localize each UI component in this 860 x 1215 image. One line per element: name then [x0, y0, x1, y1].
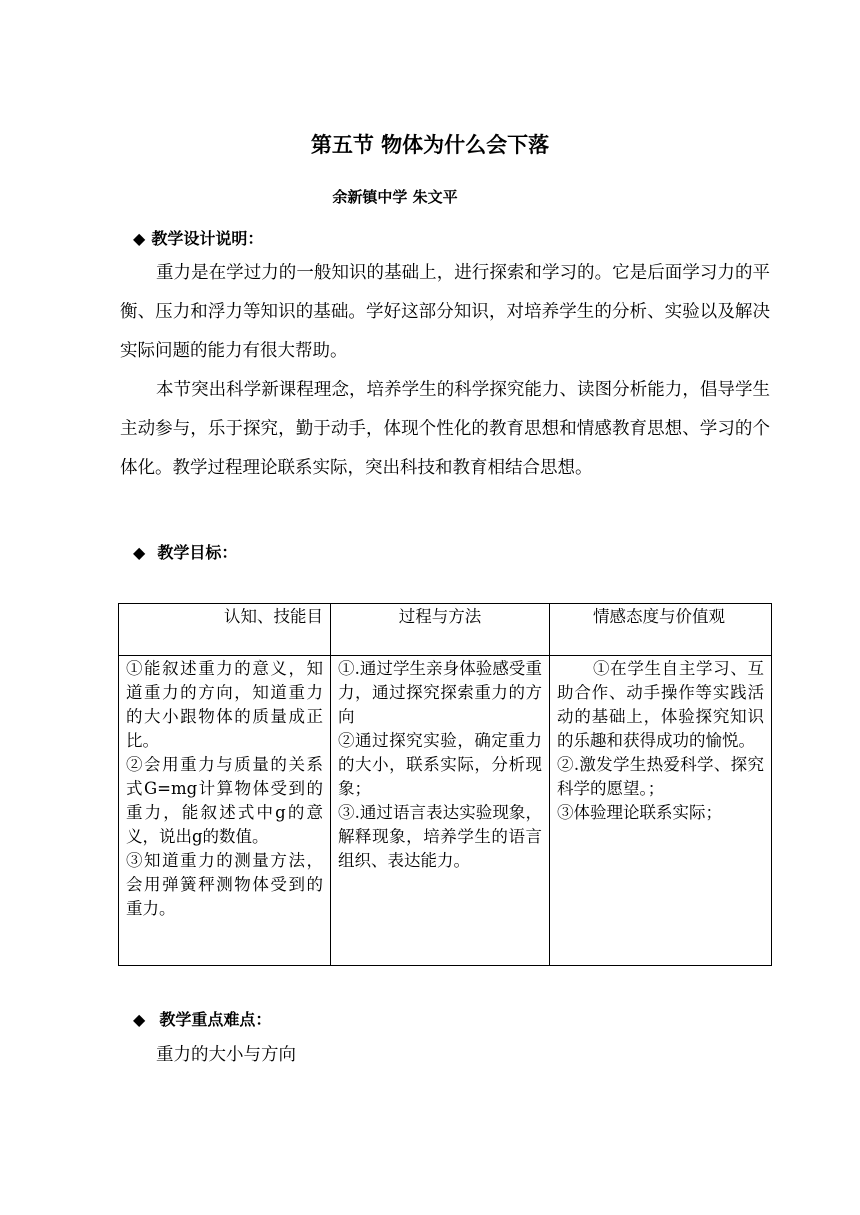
section-heading-key [133, 1007, 271, 1030]
table-header-row [119, 604, 772, 656]
section-heading-goals [133, 540, 237, 563]
table-row [119, 656, 772, 966]
heading-text: 教学重点难点： [159, 1010, 272, 1029]
cognitive-item-2: ②会用重力与质量的关系式G=mg计算物体受到的重力，能叙述式中g的意义，说出g的数值。 [126, 755, 323, 846]
process-item-2: ②通过探究实验，确定重力的大小，联系实际，分析现象； [338, 731, 542, 798]
attitude-item-3: ③体验理论联系实际； [557, 803, 722, 822]
process-item-1: ①.通过学生亲身体验感受重力，通过探究探索重力的方向 [338, 659, 542, 726]
heading-text: 教学设计说明： [151, 229, 264, 248]
header-attitude: 情感态度与价值观 [550, 604, 772, 656]
header-cognitive: 认知、技能目 [119, 604, 331, 656]
cognitive-item-3: ③知道重力的测量方法，会用弹簧秤测物体受到的重力。 [126, 851, 323, 918]
cognitive-item-1: ①能叙述重力的意义，知道重力的方向，知道重力的大小跟物体的质量成正比。 [126, 659, 323, 750]
diamond-bullet-icon: ◆ [133, 1010, 146, 1029]
design-paragraph-2: 本节突出科学新课程理念，培养学生的科学探究能力、读图分析能力，倡导学生主动参与，乐于探究，勤于动手，体现个性化的教育思想和情感教育思想、学习的个体化。教学过程理论联系实际，突出科技和教育相结合思想。 [120, 380, 770, 478]
header-process: 过程与方法 [331, 604, 550, 656]
key-points-text: 重力的大小与方向 [156, 1045, 296, 1065]
attitude-item-1: ①在学生自主学习、互助合作、动手操作等实践活动的基础上，体验探究知识的乐趣和获得成功的愉悦。 [557, 659, 764, 750]
diamond-bullet-icon: ◆ [133, 543, 146, 562]
cell-cognitive [119, 656, 331, 966]
process-item-3: ③.通过语言表达实验现象，解释现象，培养学生的语言组织、表达能力。 [338, 803, 542, 870]
section-heading-design [133, 226, 263, 249]
diamond-bullet-icon: ◆ [133, 229, 146, 248]
page-title: 第五节 物体为什么会下落 [310, 133, 550, 157]
author-line: 余新镇中学 朱文平 [332, 188, 458, 206]
goals-table [118, 603, 772, 966]
attitude-item-2: ②.激发学生热爱科学、探究科学的愿望。； [557, 755, 764, 798]
design-paragraph-1: 重力是在学过力的一般知识的基础上，进行探索和学习的。它是后面学习力的平衡、压力和浮力等知识的基础。学好这部分知识，对培养学生的分析、实验以及解决实际问题的能力有很大帮助。 [120, 263, 770, 361]
cell-attitude [550, 656, 772, 966]
cell-process [331, 656, 550, 966]
heading-text: 教学目标： [157, 543, 238, 562]
